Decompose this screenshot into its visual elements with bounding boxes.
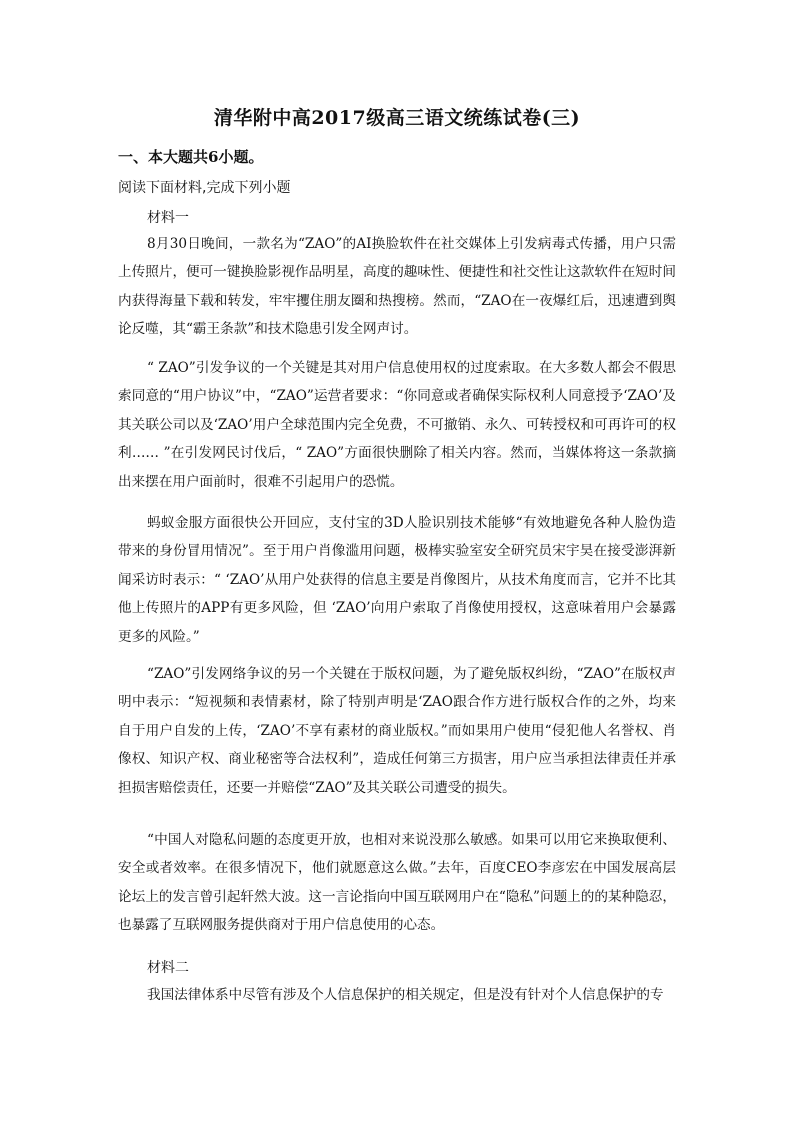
material-one-label: 材料一: [147, 210, 189, 226]
material-one-paragraph: 蚂蚁金服方面很快公开回应，支付宝的3D人脸识别技术能够“有效地避免各种人脸伪造带来的身份冒用情况”。至于用户肖像滥用问题，极棒实验室安全研究员宋宇昊在接受澎湃新闻采访时表示：“ ‘ZAO’从用户处获得的信息主要是肖像图片，从技术角度而言，它并不比其他上传照片的APP有更多风险，但 ‘ZAO’向用户索取了肖像使用授权，这意味着用户会暴露更多的风险。”: [118, 515, 676, 645]
material-one-paragraph: “ZAO”引发网络争议的另一个关键在于版权问题，为了避免版权纠纷，“ZAO”在版权声明中表示：“短视频和表情素材，除了特别声明是‘ZAO跟合作方进行版权合作的之外，均来自于用户自发的上传，‘ZAO’不享有素材的商业版权。”而如果用户使用“侵犯他人名誉权、肖像权、知识产权、商业秘密等合法权利”，造成任何第三方损害，用户应当承担法律责任并承担损害赔偿责任，还要一并赔偿“ZAO”及其关联公司遭受的损失。: [118, 666, 676, 796]
material-one-paragraph: 8月30日晚间，一款名为“ZAO”的AI换脸软件在社交媒体上引发病毒式传播，用户只需上传照片，便可一键换脸影视作品明星，高度的趣味性、便捷性和社交性让这款软件在短时间内获得海量下载和转发，牢牢攫住朋友圈和热搜榜。然而，“ZAO在一夜爆红后，迅速遭到舆论反噬，其“霸王条款”和技术隐患引发全网声讨。: [118, 236, 676, 338]
material-two-paragraph: 我国法律体系中尽管有涉及个人信息保护的相关规定，但是没有针对个人信息保护的专: [147, 987, 664, 1003]
material-one-paragraph: “ ZAO”引发争议的一个关键是其对用户信息使用权的过度索取。在大多数人都会不假思索同意的“用户协议”中，“ZAO”运营者要求：“你同意或者确保实际权利人同意授予‘ZAO’及其关联公司以及‘ZAO’用户全球范围内完全免费，不可撤销、永久、可转授权和可再许可的权利…… ”在引发网民讨伐后，“ ZAO”方面很快删除了相关内容。然而，当媒体将这一条款摘出来摆在用户面前时，很难不引起用户的恐慌。: [118, 360, 676, 490]
section-heading: 一、本大题共6小题。: [118, 148, 264, 166]
material-two-label: 材料二: [147, 960, 189, 976]
exam-title: 清华附中高2017级高三语文统练试卷(三): [213, 107, 581, 129]
reading-instruction: 阅读下面材料,完成下列小题: [118, 180, 291, 196]
material-one-paragraph: “中国人对隐私问题的态度更开放，也相对来说没那么敏感。如果可以用它来换取便利、安全或者效率。在很多情况下，他们就愿意这么做。”去年，百度CEO李彦宏在中国发展高层论坛上的发言曾引起轩然大波。这一言论指向中国互联网用户在“隐私”问题上的的某种隐忍，也暴露了互联网服务提供商对于用户信息使用的心态。: [118, 832, 676, 934]
